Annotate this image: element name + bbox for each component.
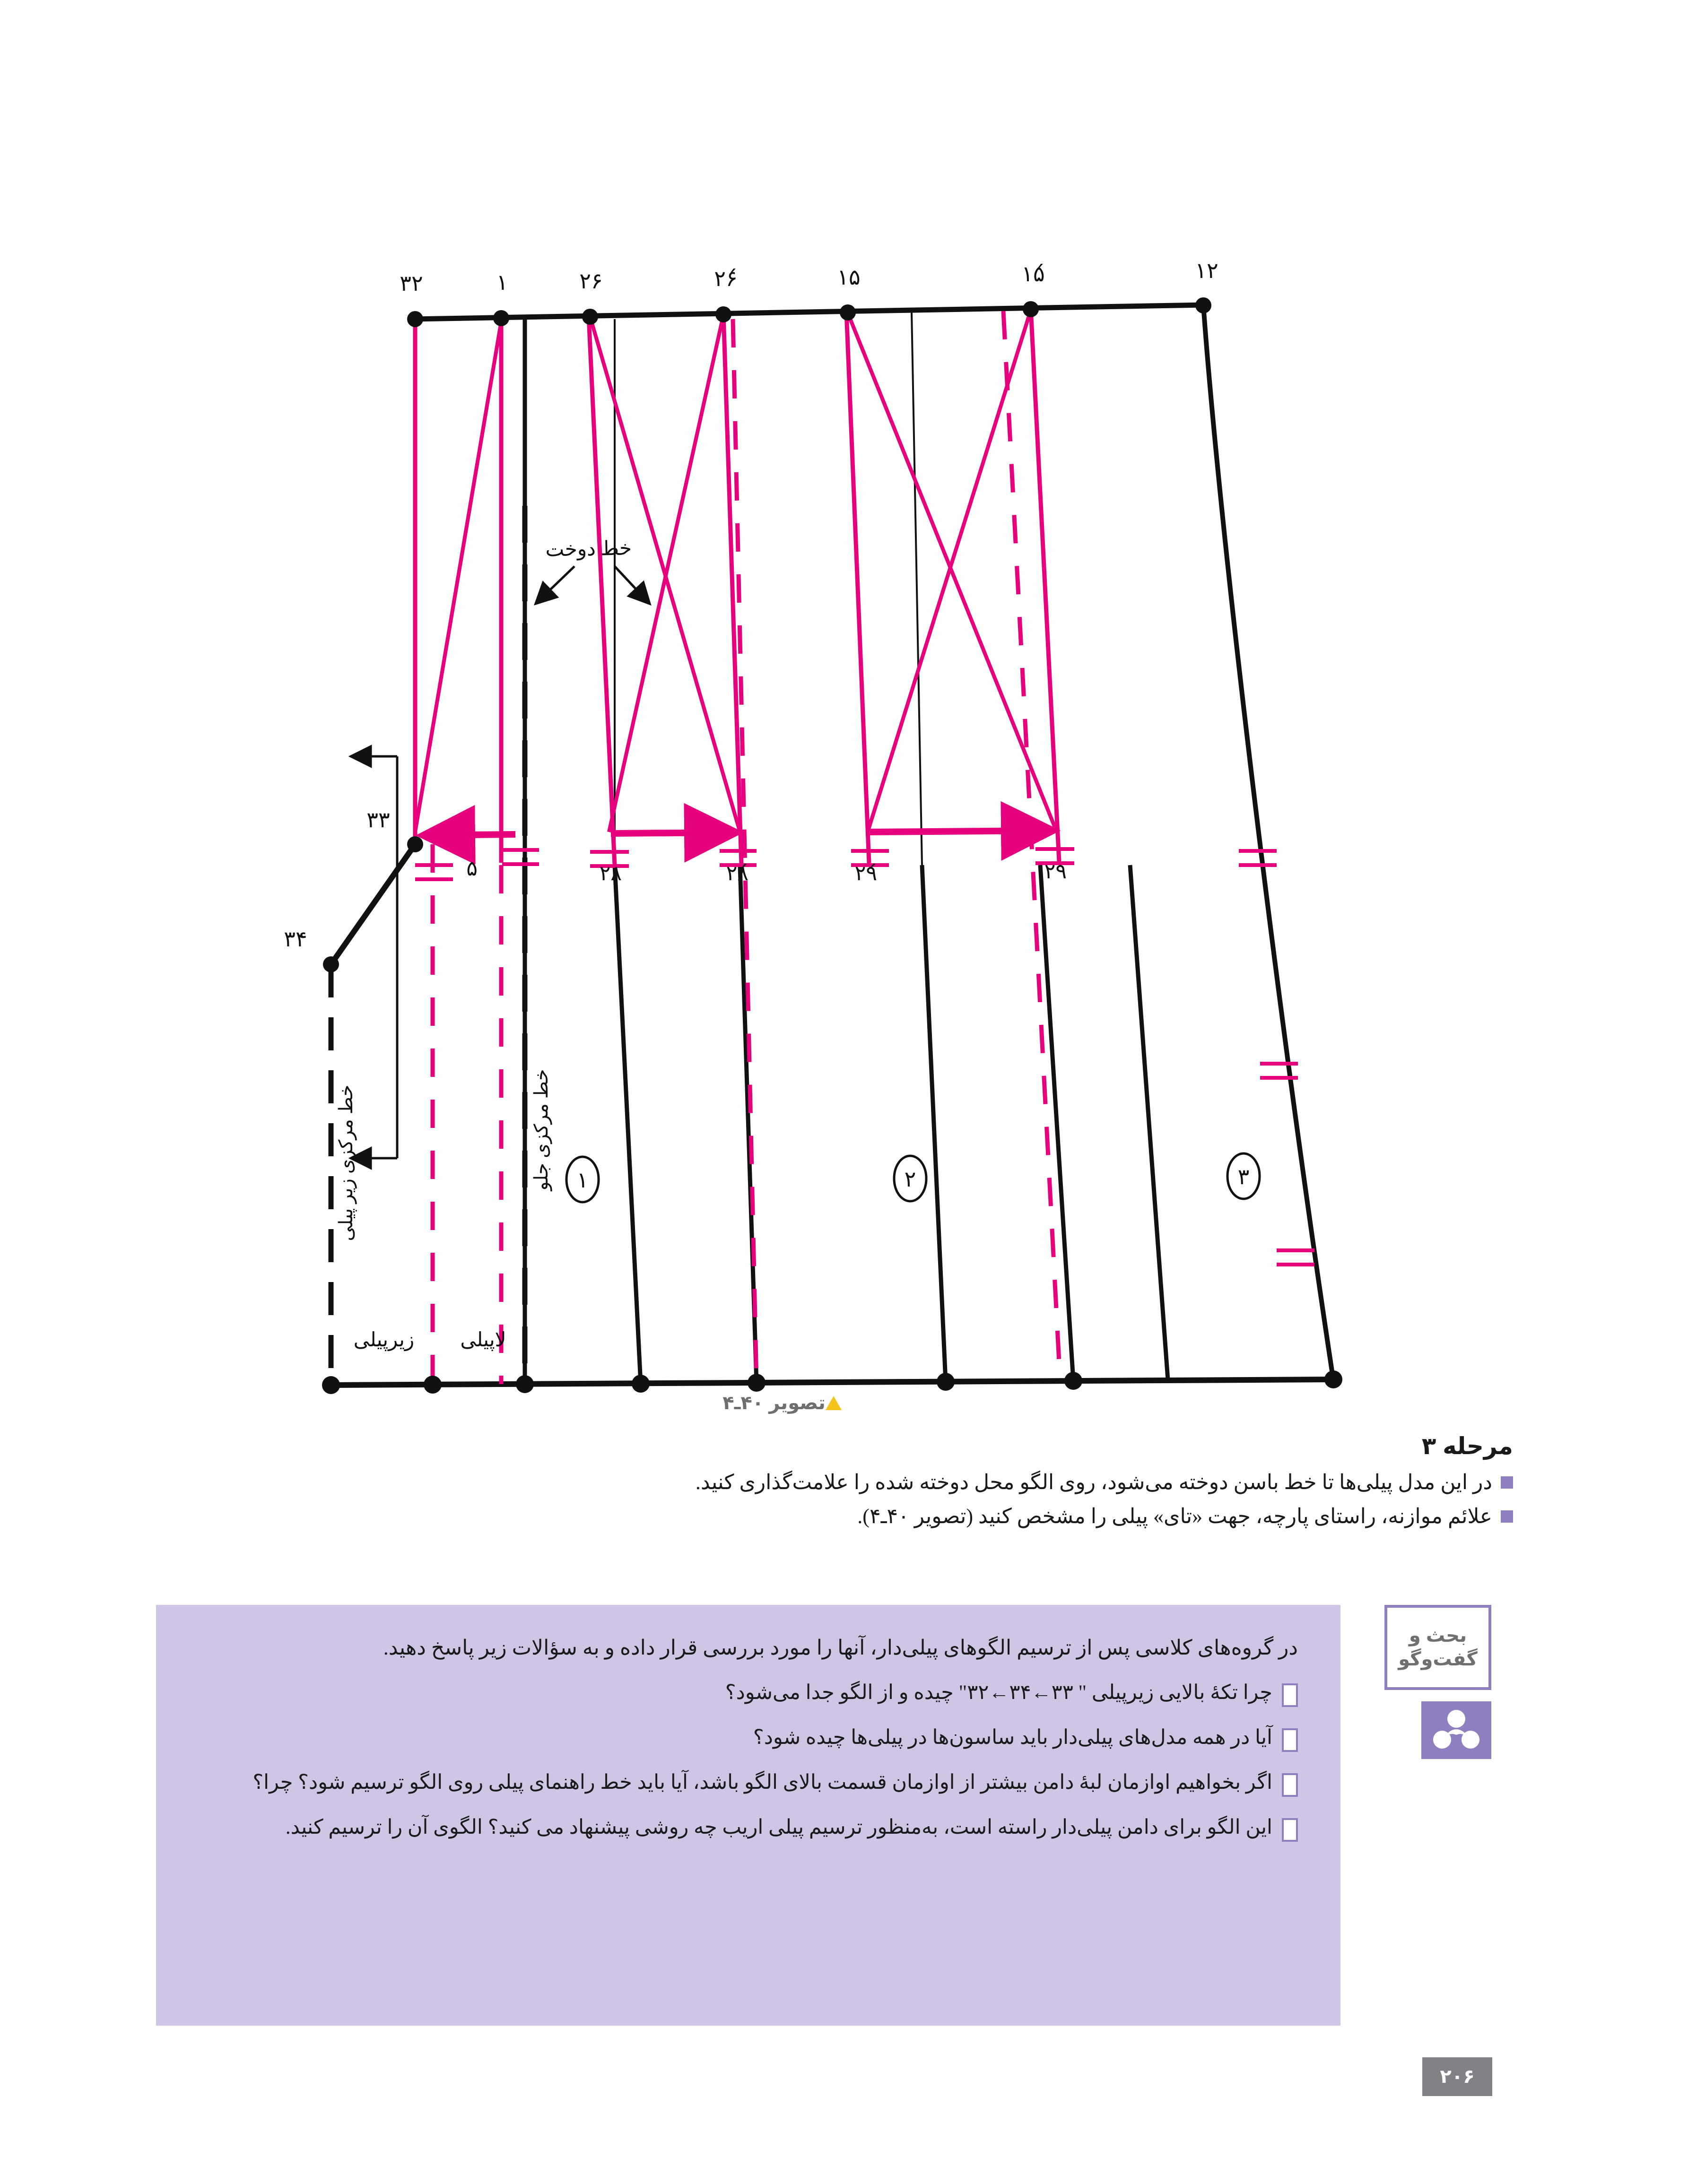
- hem-line: [331, 1379, 1333, 1385]
- list-item: [369, 1468, 1513, 1497]
- label-top-0: ۳۲: [400, 271, 423, 295]
- badge-line-2: گفت‌وگو: [1398, 1649, 1478, 1670]
- left-label-group: [284, 808, 390, 951]
- discussion-question-text: اگر بخواهیم اوازمان لبهٔ دامن بیشتر از اوازمان قسمت بالای الگو باشد، آیا باید خط راهنمای پیلی روی الگو ترسیم شود؟ چرا؟: [252, 1771, 1272, 1794]
- square-bullet-icon: [1501, 1476, 1513, 1489]
- discussion-lead-text: در گروه‌های کلاسی پس از ترسیم الگوهای پیلی‌دار، آنها را مورد بررسی قرار داده و به سؤالات زیر پاسخ دهید.: [383, 1636, 1298, 1659]
- pleat-x-3a: [848, 313, 1057, 832]
- side-seam-right: [1203, 305, 1333, 1380]
- page-title: مرحله ۳: [1421, 1433, 1513, 1459]
- pattern-diagram: [0, 203, 1688, 1395]
- pleat-edge-15: [846, 311, 869, 863]
- label-mid-2: ۲۸́: [726, 862, 748, 885]
- label-mid-4: ۲۹: [1044, 860, 1067, 883]
- discussion-badge: [1380, 1605, 1491, 1759]
- list-item: [369, 1502, 1513, 1531]
- piece-line-25: [922, 865, 946, 1382]
- piece-number-1: ۱: [576, 1168, 589, 1192]
- pleat-direction-arrow-3: [870, 831, 1051, 832]
- pleat-direction-arrow-1: [426, 834, 515, 835]
- step-bullet-list: [369, 1468, 1513, 1536]
- pleat-direction-arrow-2: [611, 832, 734, 833]
- piece-line-23-inner: [1130, 865, 1168, 1380]
- discussion-question-text: آیا در همه مدل‌های پیلی‌دار باید ساسون‌ها در پیلی‌ها چیده شود؟: [753, 1726, 1272, 1749]
- discussion-question-text: این الگو برای دامن پیلی‌دار راسته است، به‌منظور ترسیم پیلی اریب چه روشی پیشنهاد می کنید؟ الگوی آن را ترسیم کنید.: [285, 1816, 1272, 1838]
- list-item: [189, 1677, 1298, 1709]
- top-label-group: [400, 259, 1218, 295]
- waist-line: [414, 305, 1203, 319]
- three-people-icon: [1421, 1701, 1491, 1759]
- discussion-panel: [156, 1605, 1340, 2026]
- list-item: [189, 1722, 1298, 1754]
- annotation-center-underpleat: خط مرکزی زیر پیلی: [335, 1084, 357, 1241]
- label-mid-1: ۲۸: [599, 862, 622, 885]
- step-bullet-text: علائم موازنه، راستای پارچه، جهت «تای» پیلی را مشخص کنید (تصویر ۴۰ـ۴).: [857, 1505, 1492, 1528]
- page-number: ۲۰۶: [1422, 2057, 1492, 2096]
- checkbox-icon[interactable]: [1282, 1773, 1298, 1797]
- label-left-0: ۳۳: [366, 808, 390, 832]
- discussion-question-text: چرا تکهٔ بالایی زیرپیلی " ۳۳←۳۴←۳۲" چیده و از الگو جدا می‌شود؟: [725, 1681, 1272, 1704]
- hip-connector-b: [912, 312, 922, 865]
- label-top-2: ۲۶: [579, 269, 603, 293]
- step-bullet-text: در این مدل پیلی‌ها تا خط باسن دوخته می‌شود، روی الگو محل دوخته شده را علامت‌گذاری کنید.: [695, 1471, 1492, 1494]
- list-item: [189, 1811, 1298, 1844]
- pleat-x-1a: [415, 321, 501, 832]
- label-top-5: ۱۵́: [1021, 262, 1045, 286]
- annotation-pleat-fold: لاپیلی: [460, 1329, 506, 1351]
- label-top-4: ۱۵: [837, 265, 861, 289]
- label-left-1: ۳۴: [284, 927, 307, 951]
- figure-caption-text: تصویر ۴۰ـ۴: [722, 1393, 826, 1413]
- label-mid-3: ۲۹́: [854, 862, 877, 885]
- piece-number-3: ۳: [1237, 1165, 1250, 1189]
- label-top-3: ۲۶́: [714, 267, 738, 291]
- pleat-edge-26: [589, 316, 615, 865]
- checkbox-icon[interactable]: [1282, 1683, 1298, 1707]
- piece-number-2: ۲: [904, 1167, 916, 1191]
- discussion-badge-label: [1384, 1605, 1491, 1690]
- label-mid-0: ۵: [466, 857, 478, 880]
- label-top-6: ۱۲: [1195, 259, 1218, 283]
- pleat-x-2b: [609, 315, 723, 832]
- checkbox-icon[interactable]: [1282, 1818, 1298, 1842]
- upper-underpleat-edge: [331, 844, 415, 964]
- checkbox-icon[interactable]: [1282, 1728, 1298, 1752]
- svg-text:خط دوخت: خط دوخت: [545, 537, 632, 561]
- annotation-underpleat: زیرپیلی: [353, 1329, 415, 1351]
- pleat-x-3b: [868, 310, 1031, 832]
- triangle-icon: [826, 1396, 842, 1410]
- stitch-line-annotation: [537, 537, 649, 603]
- fold-dash-25p: [1003, 311, 1060, 1380]
- piece-line-24: [615, 865, 641, 1384]
- label-top-1: ۱: [496, 270, 508, 295]
- square-bullet-icon: [1501, 1510, 1513, 1523]
- figure-caption: [653, 1392, 917, 1414]
- list-item: [189, 1767, 1298, 1799]
- pattern-points: [322, 297, 1342, 1394]
- badge-line-1: بحث و: [1409, 1625, 1467, 1646]
- annotation-center-front: خط مرکزی جلو: [531, 1069, 552, 1191]
- mid-label-group: [466, 857, 1067, 885]
